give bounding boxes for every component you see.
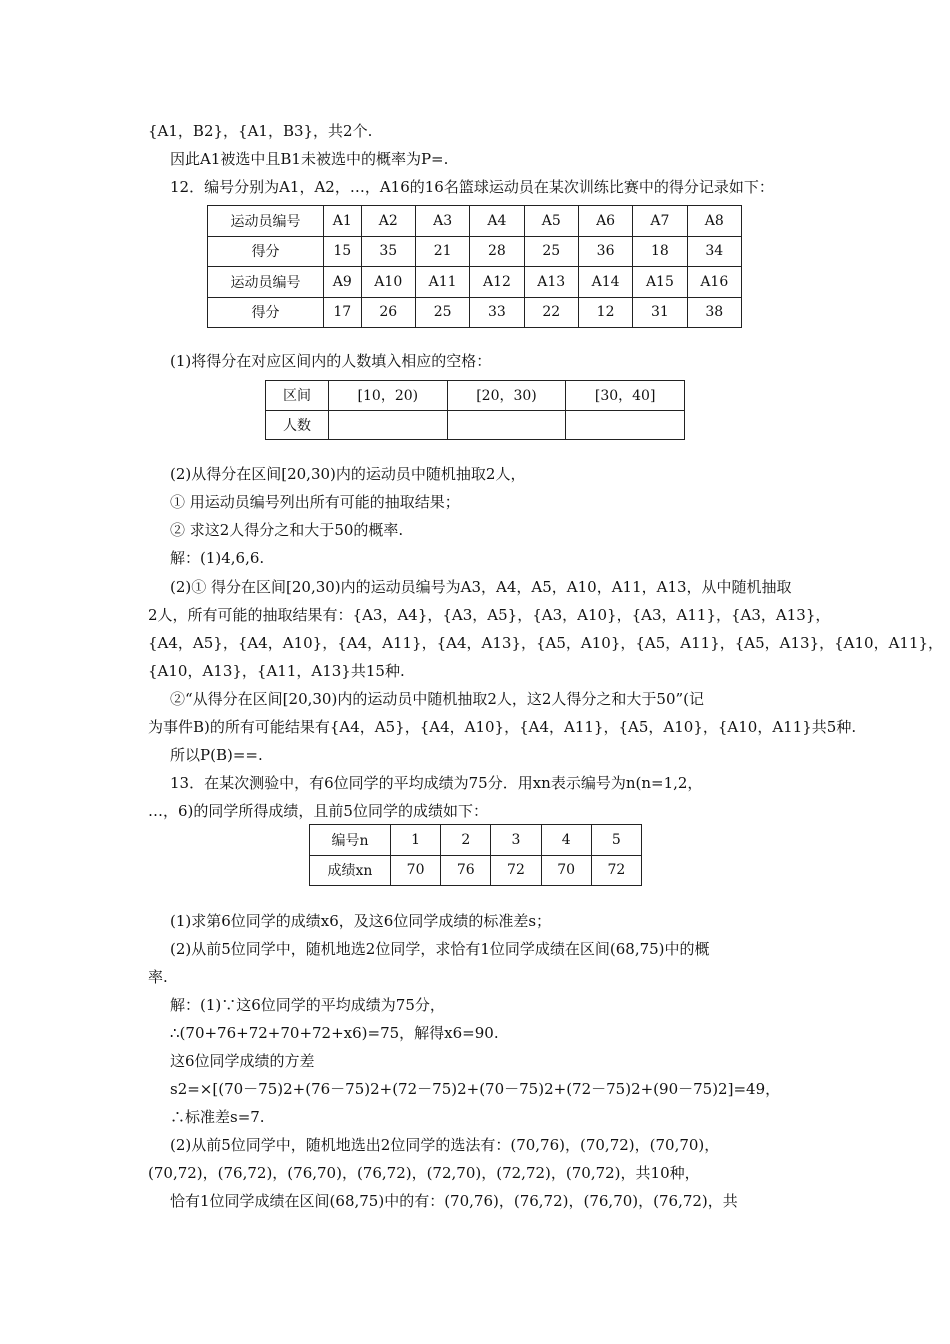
- table-row: [208, 297, 742, 328]
- table-cell: 21: [415, 236, 469, 267]
- table-cell: [566, 410, 685, 440]
- text-line: (2)① 得分在区间[20,30)内的运动员编号为A3，A4，A5，A10，A11，A13，从中随机抽取: [170, 578, 792, 596]
- text-line: (70,72)，(76,72)，(76,70)，(76,72)，(72,70)，(72,72)，(70,72)，共10种，: [148, 1164, 700, 1182]
- table-cell: 3: [491, 825, 541, 856]
- text-line: …，6)的同学所得成绩，且前5位同学的成绩如下：: [148, 802, 488, 820]
- table-cell: 运动员编号: [208, 267, 324, 298]
- table-cell: 25: [524, 236, 578, 267]
- table-cell: [447, 410, 566, 440]
- table-row: [208, 206, 742, 237]
- text-line: 解：(1)4,6,6.: [170, 549, 265, 567]
- table-cell: 成绩xn: [310, 855, 391, 886]
- table-cell: 76: [441, 855, 491, 886]
- table-row: [310, 825, 642, 856]
- table-cell: A2: [361, 206, 415, 237]
- question-12-stem: 12．编号分别为A1，A2，…，A16的16名篮球运动员在某次训练比赛中的得分记录如下：: [170, 178, 774, 196]
- text-line: ② 求这2人得分之和大于50的概率.: [170, 521, 404, 539]
- table-cell: 31: [633, 297, 687, 328]
- table-cell: 38: [687, 297, 741, 328]
- grades-table: [309, 824, 642, 886]
- table-cell: 得分: [208, 236, 324, 267]
- table-cell: 5: [591, 825, 641, 856]
- table-row: [266, 381, 685, 411]
- table-cell: 70: [541, 855, 591, 886]
- table-cell: A7: [633, 206, 687, 237]
- table-cell: 28: [470, 236, 524, 267]
- text-line: ∴(70+76+72+70+72+x6)=75，解得x6=90.: [170, 1024, 499, 1042]
- text-line: 所以P(B)==.: [170, 746, 263, 764]
- table-cell: A10: [361, 267, 415, 298]
- table-cell: A15: [633, 267, 687, 298]
- table-cell: 18: [633, 236, 687, 267]
- table-cell: A4: [470, 206, 524, 237]
- text-line: 率.: [148, 968, 168, 986]
- table-row: [208, 236, 742, 267]
- table-cell: 2: [441, 825, 491, 856]
- table-cell: [20，30): [447, 381, 566, 411]
- score-table: [207, 205, 742, 328]
- question-13-stem: 13．在某次测验中，有6位同学的平均成绩为75分．用xn表示编号为n(n=1,2，: [170, 774, 703, 792]
- text-line: (2)从前5位同学中，随机地选出2位同学的选法有：(70,76)，(70,72)，(70,70)，: [170, 1136, 720, 1154]
- text-line: 2人，所有可能的抽取结果有：{A3，A4}，{A3，A5}，{A3，A10}，{A3，A11}，{A3，A13}，: [148, 606, 831, 624]
- text-line: (2)从前5位同学中，随机地选2位同学，求恰有1位同学成绩在区间(68,75)中的概: [170, 940, 710, 958]
- table-cell: 72: [491, 855, 541, 886]
- text-line: 因此A1被选中且B1未被选中的概率为P=.: [170, 150, 449, 168]
- text-line: {A4，A5}，{A4，A10}，{A4，A11}，{A4，A13}，{A5，A10}，{A5，A11}，{A5，A13}，{A10，A11}，: [148, 634, 944, 652]
- text-line: 这6位同学成绩的方差: [170, 1052, 315, 1070]
- table-row: [208, 267, 742, 298]
- table-cell: A1: [324, 206, 362, 237]
- text-line: (1)将得分在对应区间内的人数填入相应的空格：: [170, 352, 492, 370]
- table-cell: A3: [415, 206, 469, 237]
- table-cell: A12: [470, 267, 524, 298]
- table-cell: 70: [391, 855, 441, 886]
- table-cell: A8: [687, 206, 741, 237]
- text-line: 解：(1)∵这6位同学的平均成绩为75分，: [170, 996, 445, 1014]
- text-line: ① 用运动员编号列出所有可能的抽取结果；: [170, 493, 460, 511]
- text-line: (2)从得分在区间[20,30)内的运动员中随机抽取2人，: [170, 465, 526, 483]
- table-cell: 区间: [266, 381, 329, 411]
- table-cell: A14: [578, 267, 632, 298]
- table-cell: 编号n: [310, 825, 391, 856]
- table-cell: 1: [391, 825, 441, 856]
- table-cell: A11: [415, 267, 469, 298]
- text-line: 为事件B)的所有可能结果有{A4，A5}，{A4，A10}，{A4，A11}，{A5，A10}，{A10，A11}共5种.: [148, 718, 857, 736]
- interval-table: [265, 380, 685, 440]
- table-cell: 4: [541, 825, 591, 856]
- text-line: {A10，A13}，{A11，A13}共15种.: [148, 662, 405, 680]
- table-row: [266, 410, 685, 440]
- table-cell: 36: [578, 236, 632, 267]
- text-line: (1)求第6位同学的成绩x6，及这6位同学成绩的标准差s；: [170, 912, 552, 930]
- table-cell: 运动员编号: [208, 206, 324, 237]
- table-cell: A9: [324, 267, 362, 298]
- table-cell: 17: [324, 297, 362, 328]
- table-cell: 33: [470, 297, 524, 328]
- table-cell: 22: [524, 297, 578, 328]
- table-cell: [329, 410, 448, 440]
- table-cell: [30，40]: [566, 381, 685, 411]
- table-cell: 26: [361, 297, 415, 328]
- text-line: 恰有1位同学成绩在区间(68,75)中的有：(70,76)，(76,72)，(76,70)，(76,72)，共: [170, 1192, 738, 1210]
- text-line: ②“从得分在区间[20,30)内的运动员中随机抽取2人，这2人得分之和大于50”(记: [170, 690, 705, 708]
- table-cell: 34: [687, 236, 741, 267]
- table-cell: 得分: [208, 297, 324, 328]
- table-cell: 人数: [266, 410, 329, 440]
- table-cell: A6: [578, 206, 632, 237]
- table-cell: A16: [687, 267, 741, 298]
- table-row: [310, 855, 642, 886]
- text-line: {A1，B2}，{A1，B3}，共2个.: [148, 122, 373, 140]
- table-cell: 25: [415, 297, 469, 328]
- table-cell: 35: [361, 236, 415, 267]
- table-cell: [10，20): [329, 381, 448, 411]
- table-cell: A13: [524, 267, 578, 298]
- table-cell: 72: [591, 855, 641, 886]
- table-cell: 12: [578, 297, 632, 328]
- table-cell: A5: [524, 206, 578, 237]
- text-line: s2=×[(70－75)2+(76－75)2+(72－75)2+(70－75)2+(72－75)2+(90－75)2]=49，: [170, 1080, 781, 1098]
- text-line: ∴标准差s=7.: [170, 1108, 265, 1126]
- table-cell: 15: [324, 236, 362, 267]
